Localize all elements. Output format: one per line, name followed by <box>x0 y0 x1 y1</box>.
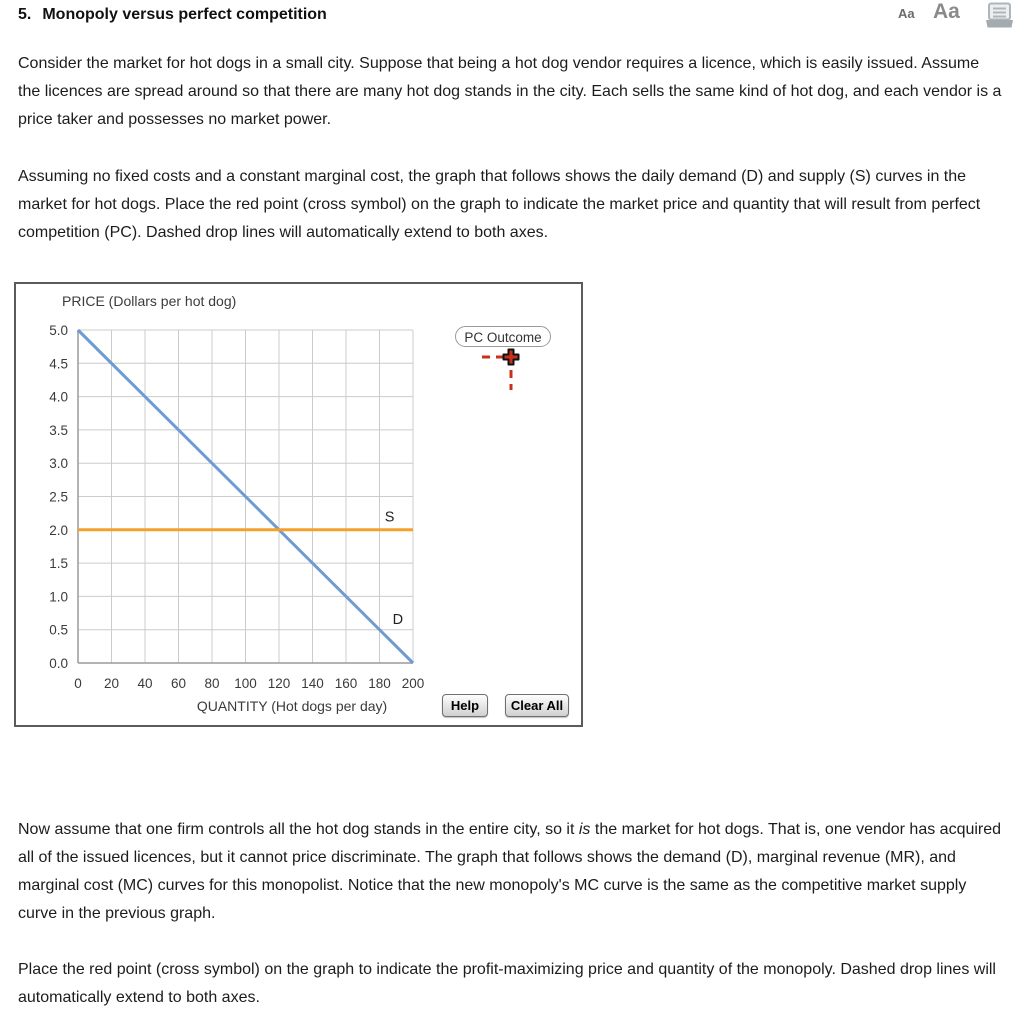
print-button[interactable] <box>983 2 1015 30</box>
y-tick-label: 0.5 <box>49 622 68 638</box>
x-tick-label: 120 <box>267 676 291 691</box>
y-tick-label: 3.0 <box>49 456 68 472</box>
x-tick-label: 20 <box>103 676 120 691</box>
x-tick-label: 0 <box>74 676 82 691</box>
y-tick-label: 0.0 <box>49 656 68 671</box>
y-tick-label: 2.0 <box>49 522 68 538</box>
graph-panel <box>14 282 583 727</box>
x-tick-label: 100 <box>234 676 257 691</box>
cross-point-icon[interactable] <box>504 350 519 365</box>
question-title <box>18 6 327 24</box>
y-tick-label: 4.5 <box>49 356 68 372</box>
question-title-text: Monopoly versus perfect competition <box>42 6 327 23</box>
paragraph-monopoly <box>18 816 1003 928</box>
x-tick-label: 180 <box>368 676 391 691</box>
y-tick-label: 5.0 <box>49 323 68 338</box>
pc-outcome-point-handle[interactable] <box>479 345 527 391</box>
question-number: 5. <box>18 6 32 23</box>
clear-all-button[interactable]: Clear All <box>505 694 569 717</box>
y-tick-label: 2.5 <box>49 489 68 505</box>
pc-outcome-label: PC Outcome <box>455 326 551 347</box>
paragraph-monopoly-text: Now assume that one firm controls all the hot dog stands in the entire city, so it <box>18 821 579 838</box>
supply-curve-label: S <box>384 509 395 526</box>
paragraph-monopoly-emphasis: is <box>578 821 591 838</box>
paragraph-instructions-pc: Assuming no fixed costs and a constant marginal cost, the graph that follows shows the daily demand (D) and supply (S) curves in the market for hot dogs. Place the red point (cross symbol) on the graph to indicate the market price and quantity that will result from perfect competition (PC). Dashed drop lines will automatically extend to both axes. <box>18 168 981 241</box>
paragraph-intro: Consider the market for hot dogs in a small city. Suppose that being a hot dog vendor requires a licence, which is easily issued. Assume the licences are spread around so that there are many hot dog stands in the city. Each sells the same kind of hot dog, and each vendor is a price taker and possesses no market power. <box>18 55 1002 128</box>
paragraph-monopoly-text-cont: the market for hot dogs. That is, one vendor has acquired all of the issued licences, but it cannot price discriminate. The graph that follows shows the demand (D), marginal revenue (MR), and marginal cost (MC) curves for this monopolist. Notice that the new monopoly's MC curve is the same as the competitive market supply curve in the previous graph. <box>18 821 1002 922</box>
y-tick-label: 4.0 <box>49 389 68 405</box>
demand-curve-label: D <box>392 612 404 629</box>
y-tick-label: 3.5 <box>49 422 68 438</box>
printer-icon <box>984 2 1015 29</box>
x-tick-label: 160 <box>334 676 358 691</box>
font-size-large-button[interactable]: Aa <box>933 0 960 23</box>
y-tick-label: 1.0 <box>49 589 68 605</box>
x-tick-label: 60 <box>170 676 187 691</box>
y-axis-title: PRICE (Dollars per hot dog) <box>62 293 237 309</box>
paragraph-instructions-monopoly: Place the red point (cross symbol) on the graph to indicate the profit-maximizing price and quantity of the monopoly. Dashed drop lines will automatically extend to both axes. <box>18 961 996 1006</box>
x-tick-label: 40 <box>137 676 153 691</box>
x-tick-label: 80 <box>204 676 220 691</box>
x-tick-label: 140 <box>301 676 324 691</box>
x-tick-label: 200 <box>401 676 425 691</box>
x-axis-title: QUANTITY (Hot dogs per day) <box>196 698 388 714</box>
help-button[interactable]: Help <box>442 694 488 717</box>
font-size-small-button[interactable]: Aa <box>898 6 915 21</box>
y-tick-label: 1.5 <box>49 556 68 572</box>
